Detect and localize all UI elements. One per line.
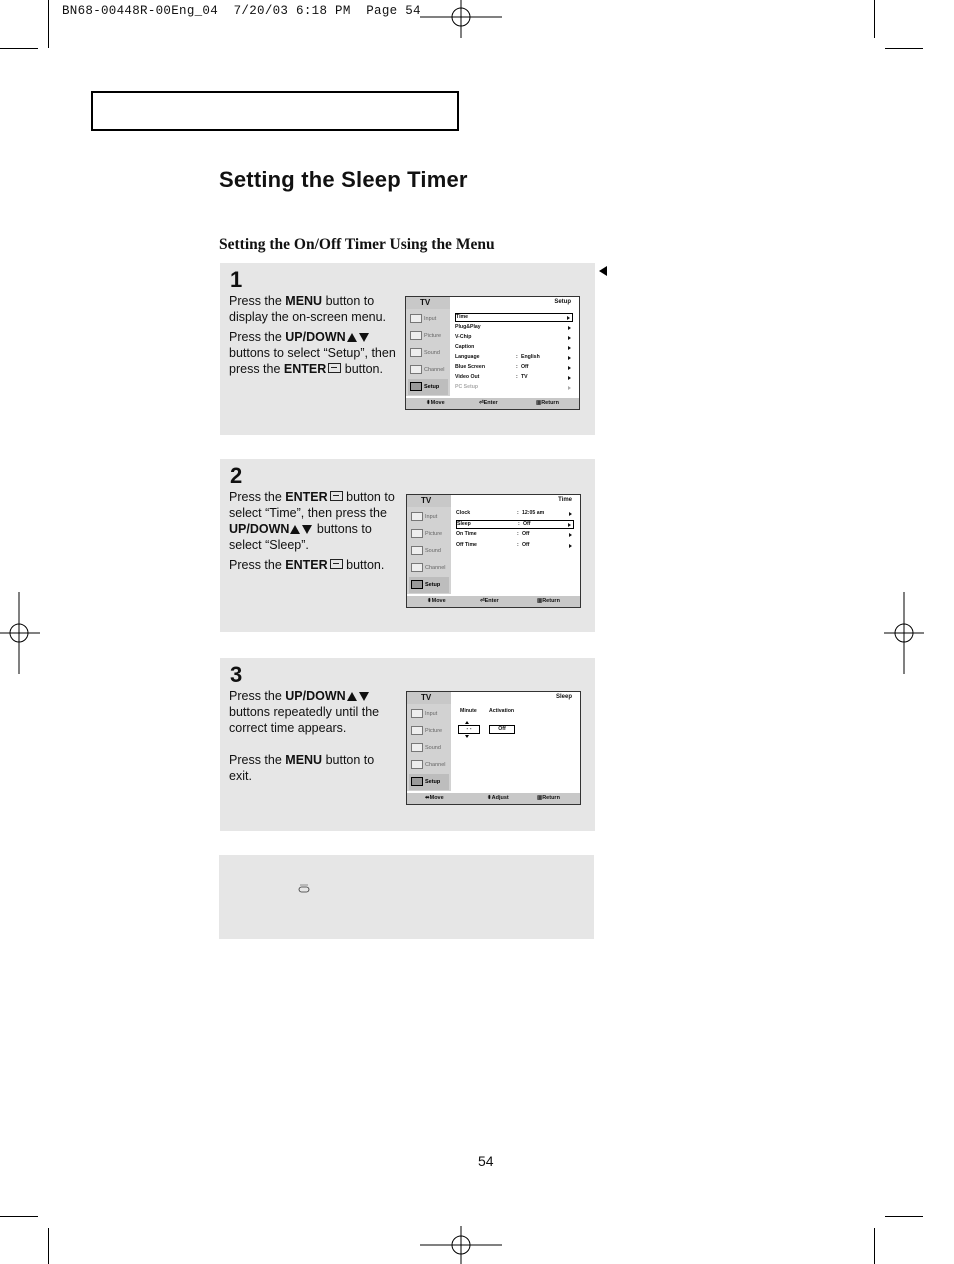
header-box <box>91 91 459 131</box>
registration-mark-icon <box>420 1226 502 1264</box>
osd-title: Setup <box>554 299 571 305</box>
osd-sidebar-sound: Sound <box>409 543 449 559</box>
tv-osd-screen <box>405 296 580 410</box>
registration-mark-icon <box>884 592 924 674</box>
step-panel-3 <box>220 658 595 831</box>
page-number: 54 <box>478 1153 494 1169</box>
osd-sidebar-setup: Setup <box>409 577 449 593</box>
osd-sidebar-picture: Picture <box>409 526 449 542</box>
osd-row: V-Chip <box>455 333 573 342</box>
picture-icon <box>411 726 423 735</box>
tv-osd-screen <box>406 494 581 608</box>
crop-mark <box>0 1216 38 1217</box>
sound-icon <box>411 546 423 555</box>
crop-mark <box>0 48 38 49</box>
step-paragraph: Press the UP/DOWN buttons to select “Setup”, then press the ENTER button. <box>229 330 396 376</box>
enter-hint: ⏎ Enter <box>480 598 499 604</box>
adjust-hint: ⬍ Adjust <box>487 795 509 801</box>
right-arrow-icon <box>568 326 571 330</box>
crop-mark <box>48 0 49 48</box>
down-arrow-icon <box>359 692 369 701</box>
sound-icon <box>411 743 423 752</box>
osd-row: Off Time : Off <box>456 541 574 550</box>
right-arrow-icon <box>567 316 570 320</box>
activation-value-field: Off <box>489 725 515 734</box>
tv-osd-screen <box>406 691 581 805</box>
osd-sidebar <box>406 309 450 396</box>
right-arrow-icon <box>568 523 571 527</box>
right-arrow-icon <box>569 533 572 537</box>
step-number: 1 <box>230 267 243 292</box>
step-number: 3 <box>230 662 243 687</box>
osd-sidebar-picture: Picture <box>408 328 448 344</box>
step-paragraph: Press the ENTER button to select “Time”, then press the UP/DOWN buttons to select “Sleep”. <box>229 490 395 552</box>
note-panel <box>219 855 594 939</box>
osd-row: Blue Screen : Off <box>455 363 573 372</box>
step-text <box>229 293 399 381</box>
setup-icon <box>411 777 423 786</box>
move-hint: ⬍ Move <box>427 598 446 604</box>
input-icon <box>411 512 423 521</box>
return-hint: ▥ Return <box>537 598 560 604</box>
step-panel-1 <box>220 263 595 435</box>
osd-sidebar-channel: Channel <box>408 362 448 378</box>
enter-icon <box>328 363 341 373</box>
step-paragraph: Press the ENTER button. <box>229 558 385 572</box>
osd-sidebar <box>407 507 451 594</box>
osd-sidebar-setup: Setup <box>408 379 448 395</box>
step-paragraph: Press the MENU button to display the on-screen menu. <box>229 294 387 324</box>
right-arrow-icon <box>568 336 571 340</box>
down-arrow-icon <box>359 333 369 342</box>
osd-sidebar-setup: Setup <box>409 774 449 790</box>
osd-row: On Time : Off <box>456 530 574 539</box>
osd-sidebar-sound: Sound <box>408 345 448 361</box>
up-arrow-icon <box>347 692 357 701</box>
return-hint: ▥ Return <box>537 795 560 801</box>
sleep-button-icon <box>298 884 310 893</box>
right-arrow-icon <box>569 512 572 516</box>
osd-footer <box>407 596 580 607</box>
registration-mark-icon <box>420 0 502 40</box>
osd-tv-label: TV <box>407 495 451 507</box>
move-hint: ⬍ Move <box>426 400 445 406</box>
osd-sidebar-input: Input <box>408 311 448 327</box>
osd-tv-label: TV <box>407 692 451 704</box>
osd-sidebar-sound: Sound <box>409 740 449 756</box>
section-subtitle: Setting the On/Off Timer Using the Menu <box>219 236 495 253</box>
osd-footer <box>406 398 579 409</box>
osd-footer <box>407 793 580 804</box>
picture-icon <box>410 331 422 340</box>
activation-label: Activation <box>489 708 515 714</box>
enter-icon <box>330 559 343 569</box>
enter-icon <box>330 491 343 501</box>
channel-icon <box>410 365 422 374</box>
osd-sidebar-input: Input <box>409 706 449 722</box>
step-panel-2 <box>220 459 595 632</box>
crop-mark <box>874 1228 875 1264</box>
sound-icon <box>410 348 422 357</box>
return-hint: ▥ Return <box>536 400 559 406</box>
right-arrow-icon <box>568 366 571 370</box>
osd-sidebar-picture: Picture <box>409 723 449 739</box>
move-hint: ⬌ Move <box>425 795 444 801</box>
crop-mark <box>885 48 923 49</box>
osd-row: Caption <box>455 343 573 352</box>
osd-tv-label: TV <box>406 297 450 309</box>
setup-icon <box>411 580 423 589</box>
step-text <box>229 489 399 577</box>
step-paragraph: Press the UP/DOWN buttons repeatedly until the correct time appears. <box>229 689 380 735</box>
right-arrow-icon <box>568 386 571 390</box>
osd-row: Language : English <box>455 353 573 362</box>
print-slug: BN68-00448R-00Eng_04 7/20/03 6:18 PM Page 54 <box>62 4 421 18</box>
registration-mark-icon <box>0 592 40 674</box>
osd-row: Plug&Play <box>455 323 573 332</box>
up-arrow-icon <box>290 525 300 534</box>
step-number: 2 <box>230 463 243 488</box>
osd-title: Time <box>558 497 572 503</box>
step-paragraph: Press the MENU button to exit. <box>229 753 375 783</box>
crop-mark <box>874 0 875 38</box>
channel-icon <box>411 760 423 769</box>
continue-arrow-icon <box>599 266 607 276</box>
step-text <box>229 688 399 788</box>
channel-icon <box>411 563 423 572</box>
enter-hint: ⏎ Enter <box>479 400 498 406</box>
input-icon <box>411 709 423 718</box>
osd-row: Video Out : TV <box>455 373 573 382</box>
osd-sidebar-channel: Channel <box>409 560 449 576</box>
setup-icon <box>410 382 422 391</box>
down-arrow-icon <box>302 525 312 534</box>
osd-row: Clock : 12:05 am <box>456 509 574 518</box>
crop-mark <box>885 1216 923 1217</box>
up-arrow-icon <box>347 333 357 342</box>
page-title: Setting the Sleep Timer <box>219 167 468 192</box>
minute-label: Minute <box>460 708 477 714</box>
osd-sidebar-input: Input <box>409 509 449 525</box>
right-arrow-icon <box>568 356 571 360</box>
osd-sidebar-channel: Channel <box>409 757 449 773</box>
right-arrow-icon <box>569 544 572 548</box>
osd-sidebar <box>407 704 451 791</box>
osd-row: PC Setup <box>455 383 573 392</box>
osd-row: Time <box>455 313 573 322</box>
osd-row: Sleep : Off <box>456 520 574 529</box>
minute-value-field: - - <box>458 725 480 734</box>
minute-down-arrow-icon <box>465 735 469 738</box>
osd-title: Sleep <box>555 694 572 700</box>
minute-up-arrow-icon <box>465 721 469 724</box>
right-arrow-icon <box>568 376 571 380</box>
right-arrow-icon <box>568 346 571 350</box>
crop-mark <box>48 1228 49 1264</box>
picture-icon <box>411 529 423 538</box>
input-icon <box>410 314 422 323</box>
